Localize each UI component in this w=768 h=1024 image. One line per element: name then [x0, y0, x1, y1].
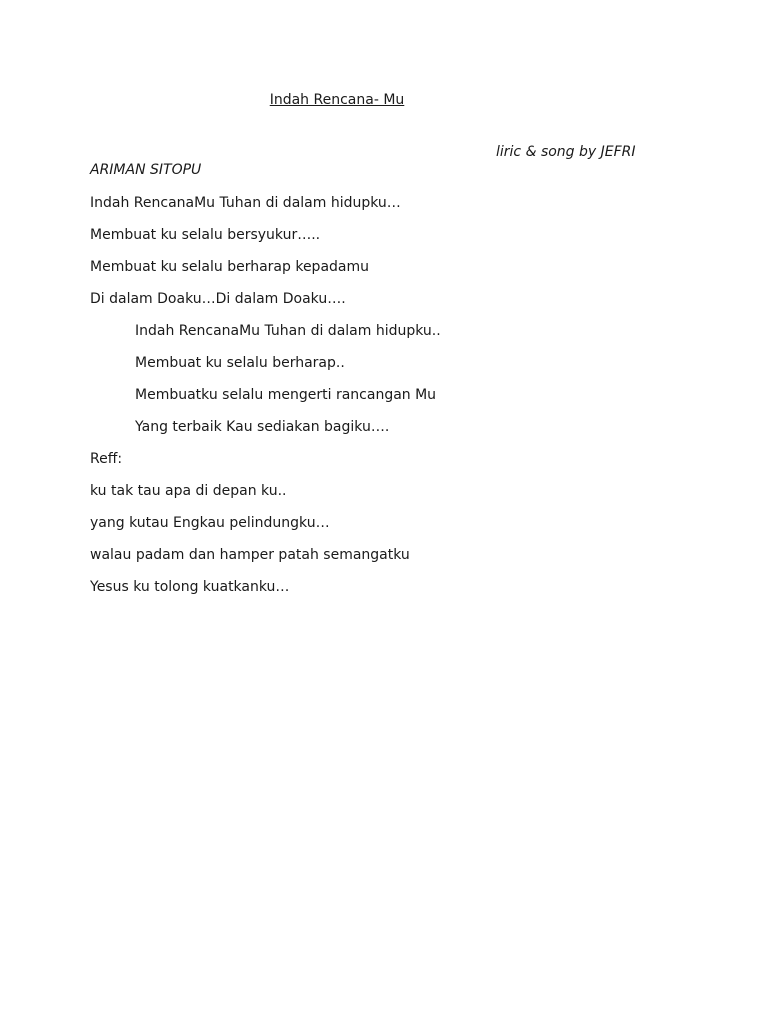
lyric-line: Di dalam Doaku…Di dalam Doaku….	[90, 291, 346, 307]
lyric-line-indented: Membuatku selalu mengerti rancangan Mu	[135, 387, 437, 403]
lyric-line: Membuat ku selalu berharap kepadamu	[90, 259, 369, 275]
lyric-line: yang kutau Engkau pelindungku…	[90, 515, 330, 531]
lyric-line: Membuat ku selalu bersyukur…..	[90, 227, 321, 243]
lyric-line: ku tak tau apa di depan ku..	[90, 483, 287, 499]
credit-line-continued: ARIMAN SITOPU	[90, 162, 202, 178]
lyric-line-indented: Yang terbaik Kau sediakan bagiku….	[135, 419, 390, 435]
reff-label: Reff:	[90, 451, 123, 467]
lyric-line: Yesus ku tolong kuatkanku…	[90, 579, 290, 595]
song-title: Indah Rencana- Mu	[269, 92, 405, 108]
lyric-line: Indah RencanaMu Tuhan di dalam hidupku…	[90, 195, 401, 211]
lyrics-body	[90, 194, 690, 610]
credit-line: liric & song by JEFRI	[496, 144, 636, 160]
lyric-line-indented: Indah RencanaMu Tuhan di dalam hidupku..	[135, 323, 441, 339]
lyric-line-indented: Membuat ku selalu berharap..	[135, 355, 345, 371]
lyric-line: walau padam dan hamper patah semangatku	[90, 547, 410, 563]
